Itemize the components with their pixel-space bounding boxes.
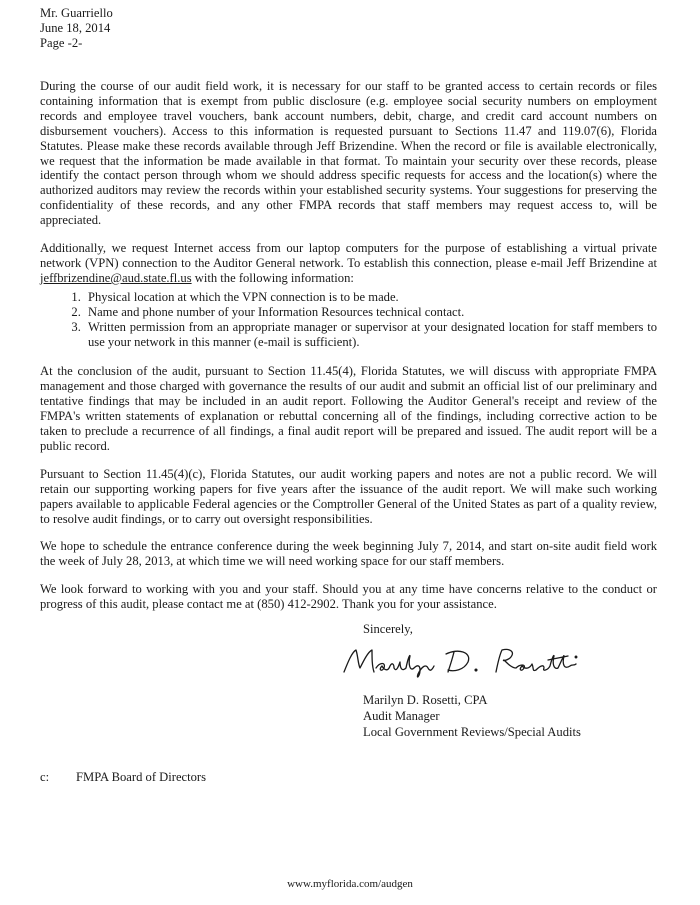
cc-recipient: FMPA Board of Directors xyxy=(76,770,207,784)
list-item: 3. Written permission from an appropriate manager or supervisor at your designated location for staff members to use your network in this manner (e-mail is sufficient). xyxy=(84,320,657,350)
list-item: 2. Name and phone number of your Information Resources technical contact. xyxy=(84,305,657,320)
letter-date: June 18, 2014 xyxy=(40,21,111,35)
signer-name: Marilyn D. Rosetti, CPA xyxy=(363,693,488,707)
paragraph-closing-remarks: We look forward to working with you and your staff. Should you at any time have concerns relative to the conduct or progress of this audit, please contact me at (850) 412-2902. Thank you for your assistance. xyxy=(40,582,657,612)
recipient-name: Mr. Guarriello xyxy=(40,6,113,20)
paragraph-audit-conclusion: At the conclusion of the audit, pursuant to Section 11.45(4), Florida Statutes, we will discuss with appropriate FMPA management and those charged with governance the results of our audit and submit an official list of our preliminary and tentative findings that may be included in an audit report. Following the Auditor General's receipt and review of the FMPA's written statements of explanation or rebuttal concerning all of the findings, including corrective action to be taken to preclude a recurrence of all findings, a final audit report will be prepared and issued. The audit report will be a public record. xyxy=(40,364,657,453)
vpn-text-end: with the following information: xyxy=(191,270,354,285)
carbon-copy xyxy=(40,770,206,785)
paragraph-records-access: During the course of our audit field work, it is necessary for our staff to be granted access to certain records or files containing information that is exempt from public disclosure (e.g. employee social security numbers on employment records and employee travel vouchers, bank account numbers, debit, charge, and credit card account numbers on disbursement vouchers). Access to this information is requested pursuant to Sections 11.47 and 119.07(6), Florida Statutes. Please make these records available through Jeff Brizendine. When the record or file is available electronically, we request that the information be made available in that format. To maintain your security over these records, please identify the contact person through whom we should address specific requests for access and the location(s) where the authorized auditors may review the records within your established security systems. Your suggestions for preserving the confidentiality of these records, and any other FMPA records that staff members may request access to, will be appreciated. xyxy=(40,79,657,228)
letter-header xyxy=(40,6,113,51)
closing-salutation: Sincerely, xyxy=(363,622,413,636)
paragraph-vpn-request xyxy=(40,241,657,286)
signer-title: Audit Manager xyxy=(363,709,440,723)
letter-body xyxy=(40,79,657,625)
paragraph-schedule: We hope to schedule the entrance conference during the week beginning July 7, 2014, and start on-site audit field work the week of July 28, 2013, at which time we will need working space for our staff members. xyxy=(40,539,657,569)
paragraph-working-papers: Pursuant to Section 11.45(4)(c), Florida Statutes, our audit working papers and notes are not a public record. We will retain our supporting working papers for five years after the issuance of the audit report. We will make such working papers available to applicable Federal agencies or the Comptroller General of the United States as part of a quality review, to resolve audit findings, or to carry out oversight responsibilities. xyxy=(40,466,657,526)
page-number: Page -2- xyxy=(40,36,83,50)
signer-division: Local Government Reviews/Special Audits xyxy=(363,725,581,739)
vpn-text-start: Additionally, we request Internet access from our laptop computers for the purpose of establishing a virtual private network (VPN) connection to the Auditor General network. To establish this connection, please e-mail Jeff Brizendine at xyxy=(40,241,657,270)
list-item: 1. Physical location at which the VPN connection is to be made. xyxy=(84,290,657,305)
signer-block xyxy=(363,692,581,740)
handwritten-signature xyxy=(336,642,596,682)
cc-label: c: xyxy=(40,770,50,784)
footer-url: www.myflorida.com/audgen xyxy=(287,878,413,890)
email-link[interactable]: jeffbrizendine@aud.state.fl.us xyxy=(40,270,192,285)
vpn-requirements-list xyxy=(40,290,657,350)
